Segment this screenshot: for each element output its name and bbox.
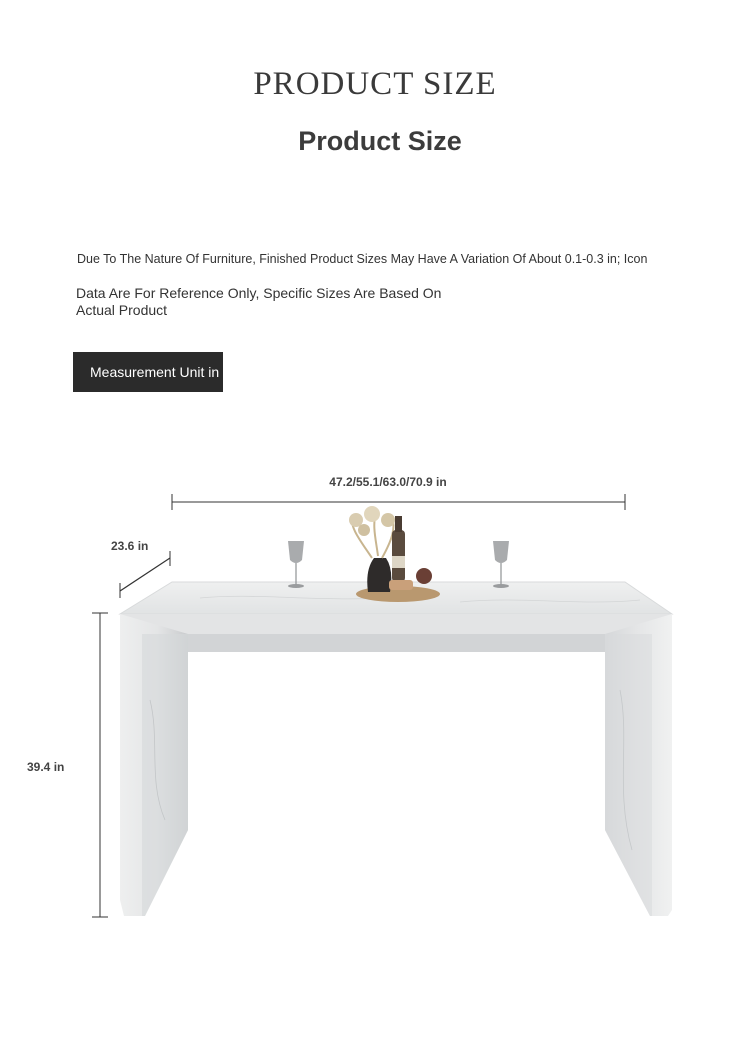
page-title-serif: PRODUCT SIZE xyxy=(253,66,497,102)
page-title-bold: Product Size xyxy=(298,126,462,156)
depth-dimension-label: 23.6 in xyxy=(111,539,149,553)
notice-line-2: Data Are For Reference Only, Specific Sizes Are Based On Actual Product xyxy=(76,285,442,318)
wine-glass-icon xyxy=(493,541,509,588)
notice-line-1: Due To The Nature Of Furniture, Finished Product Sizes May Have A Variation Of About 0.1-0.3 in; Icon xyxy=(77,252,648,266)
height-dimension-line xyxy=(92,613,108,917)
width-dimension-label: 47.2/55.1/63.0/70.9 in xyxy=(329,475,447,489)
marble-bar-table xyxy=(120,582,672,916)
width-dimension-line xyxy=(172,494,625,510)
measurement-unit-badge: Measurement Unit in xyxy=(73,352,223,392)
wine-glass-icon xyxy=(288,541,304,588)
height-dimension-label: 39.4 in xyxy=(27,760,65,774)
